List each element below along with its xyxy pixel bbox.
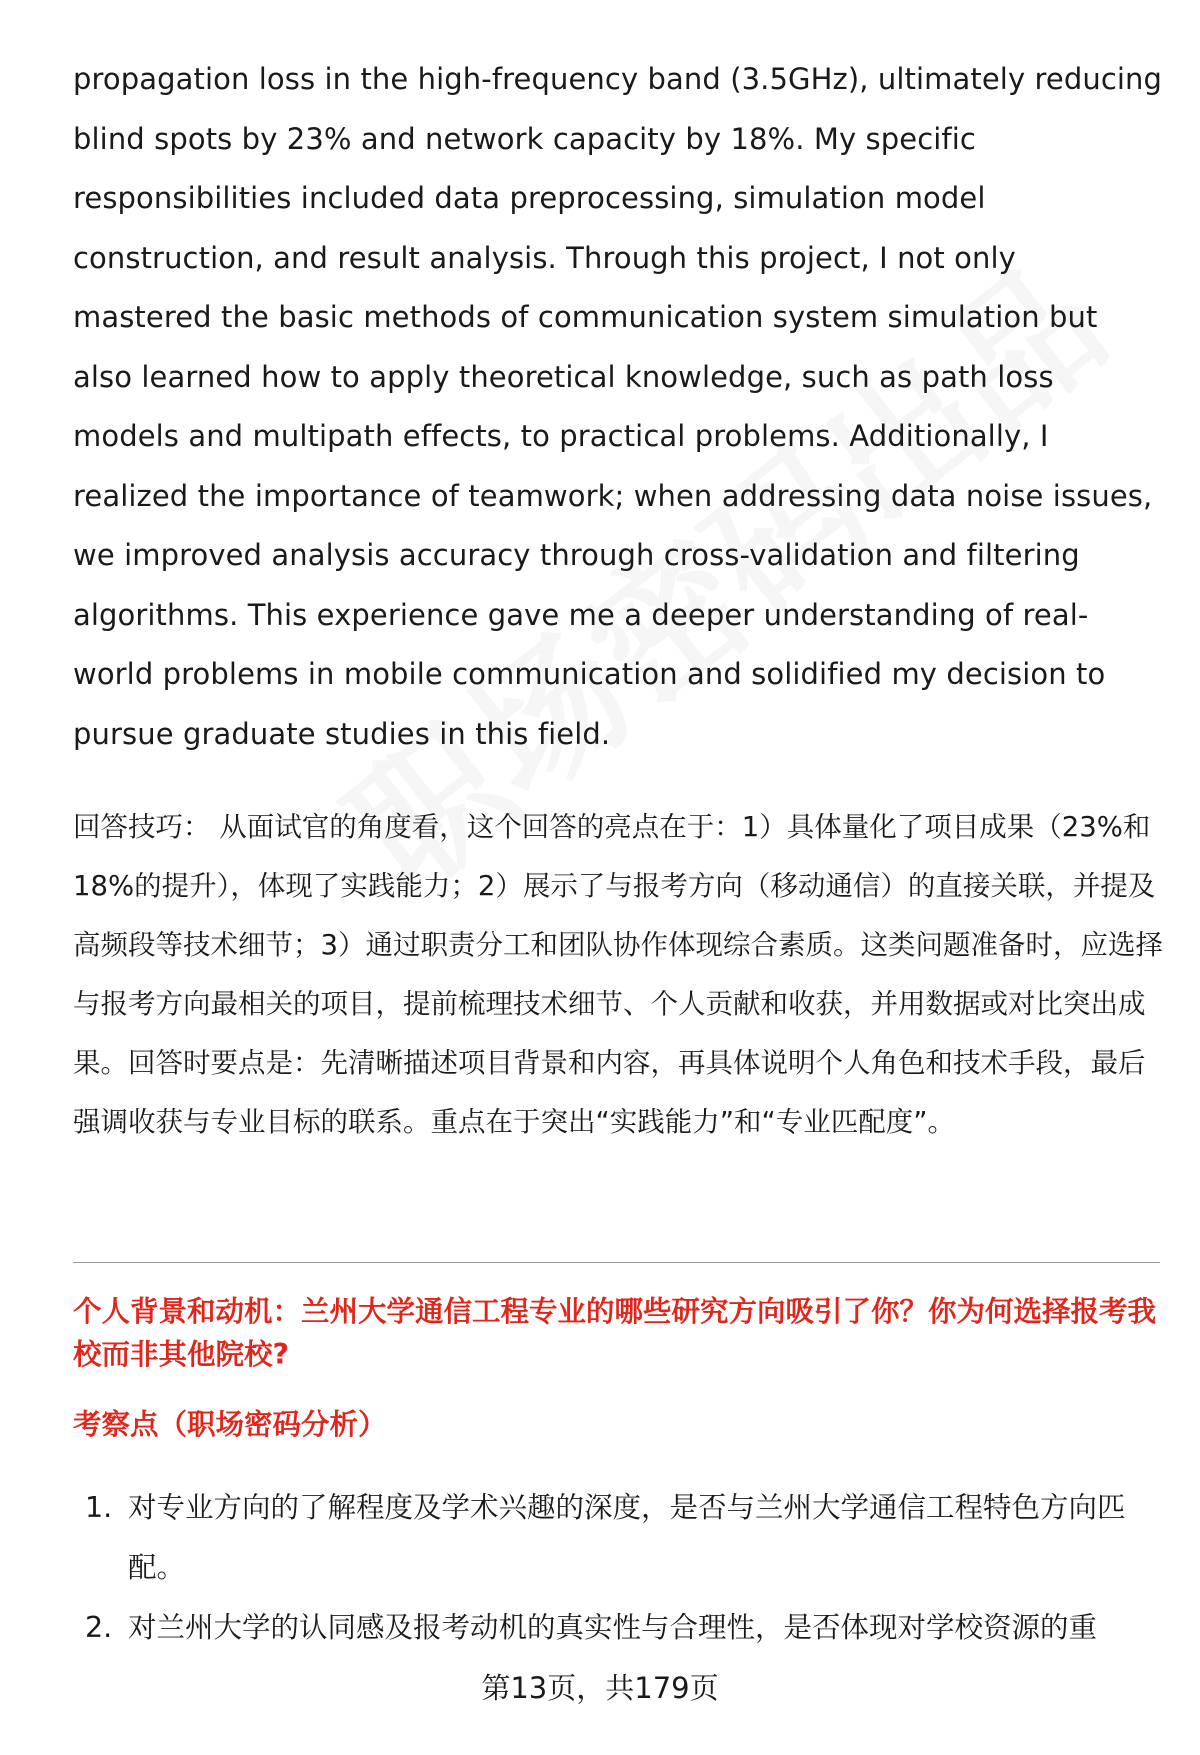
list-item-text: 对专业方向的了解程度及学术兴趣的深度，是否与兰州大学通信工程特色方向匹配。 xyxy=(128,1491,1126,1584)
list-item xyxy=(73,1598,1163,1658)
list-item xyxy=(73,1478,1163,1598)
section-divider xyxy=(73,1262,1160,1263)
assessment-points-heading: 考察点（职场密码分析） xyxy=(73,1408,387,1441)
answer-tips-paragraph: 回答技巧： 从面试官的角度看，这个回答的亮点在于：1）具体量化了项目成果（23%和18%的提升），体现了实践能力；2）展示了与报考方向（移动通信）的直接关联，并提及高频段等技术细节；3）通过职责分工和团队协作体现综合素质。这类问题准备时，应选择与报考方向最相关的项目，提前梳理技术细节、个人贡献和收获，并用数据或对比突出成果。回答时要点是：先清晰描述项目背景和内容，再具体说明个人角色和技术手段，最后强调收获与专业目标的联系。重点在于突出“实践能力”和“专业匹配度”。 xyxy=(73,811,1163,1138)
assessment-points-list xyxy=(73,1478,1163,1658)
list-item-number: 1. xyxy=(85,1491,113,1524)
english-answer-paragraph: propagation loss in the high-frequency band (3.5GHz), ultimately reducing blind spots by 23% and network capacity by 18%. My specific responsibilities included data preprocessing, simulation model construction, and result analysis. Through this project, I not only mastered the basic methods of communication system simulation but also learned how to apply theoretical knowledge, such as path loss models and multipath effects, to practical problems. Additionally, I realized the importance of teamwork; when addressing data noise issues, we improved analysis accuracy through cross-validation and filtering algorithms. This experience gave me a deeper understanding of real-world problems in mobile communication and solidified my decision to pursue graduate studies in this field. xyxy=(73,62,1163,751)
page-number-footer: 第13页，共179页 xyxy=(481,1671,719,1705)
document-body xyxy=(73,50,1163,1152)
question-title: 个人背景和动机：兰州大学通信工程专业的哪些研究方向吸引了你？你为何选择报考我校而非其他院校? xyxy=(73,1295,1157,1371)
list-item-text: 对兰州大学的认同感及报考动机的真实性与合理性，是否体现对学校资源的重 xyxy=(128,1611,1098,1644)
list-item-number: 2. xyxy=(85,1611,113,1644)
